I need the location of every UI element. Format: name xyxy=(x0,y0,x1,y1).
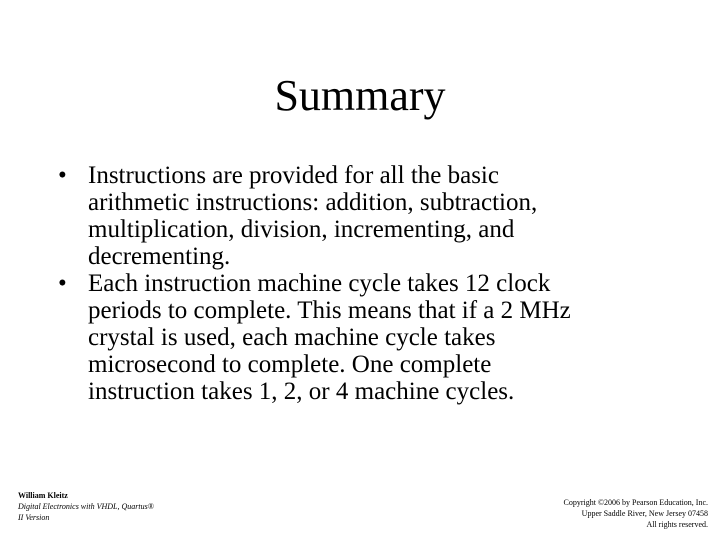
bullet-text-line: crystal is used, each machine cycle takes xyxy=(88,324,496,351)
bullet-text-line: decrementing. xyxy=(88,243,231,270)
bullet-text-line: Instructions are provided for all the basic xyxy=(88,162,499,189)
bullet-text-line: instruction takes 1, 2, or 4 machine cycles. xyxy=(88,378,515,405)
bullet-item xyxy=(58,162,668,270)
bullet-text-line: Each instruction machine cycle takes 12 clock xyxy=(88,270,551,297)
footer-author-block xyxy=(18,490,154,523)
footer-copyright-block xyxy=(564,497,709,530)
bullet-text-line: multiplication, division, incrementing, and xyxy=(88,216,515,243)
footer-rights: All rights reserved. xyxy=(646,520,708,529)
footer-book-title: Digital Electronics with VHDL, Quartus® xyxy=(18,502,154,511)
footer-publisher-address: Upper Saddle River, New Jersey 07458 xyxy=(581,509,708,518)
bullet-item xyxy=(58,270,668,405)
footer-copyright: Copyright ©2006 by Pearson Education, Inc. xyxy=(563,498,708,507)
bullet-text-line: periods to complete. This means that if a 2 MHz xyxy=(88,297,571,324)
bullet-list xyxy=(58,162,668,405)
footer-book-edition: II Version xyxy=(18,513,50,522)
bullet-text-line: arithmetic instructions: addition, subtraction, xyxy=(88,189,538,216)
bullet-text-line: microsecond to complete. One complete xyxy=(88,351,492,378)
footer-author: William Kleitz xyxy=(18,491,68,500)
slide-title: Summary xyxy=(274,71,446,120)
bullet-glyph: • xyxy=(58,162,67,189)
bullet-glyph: • xyxy=(58,270,67,297)
